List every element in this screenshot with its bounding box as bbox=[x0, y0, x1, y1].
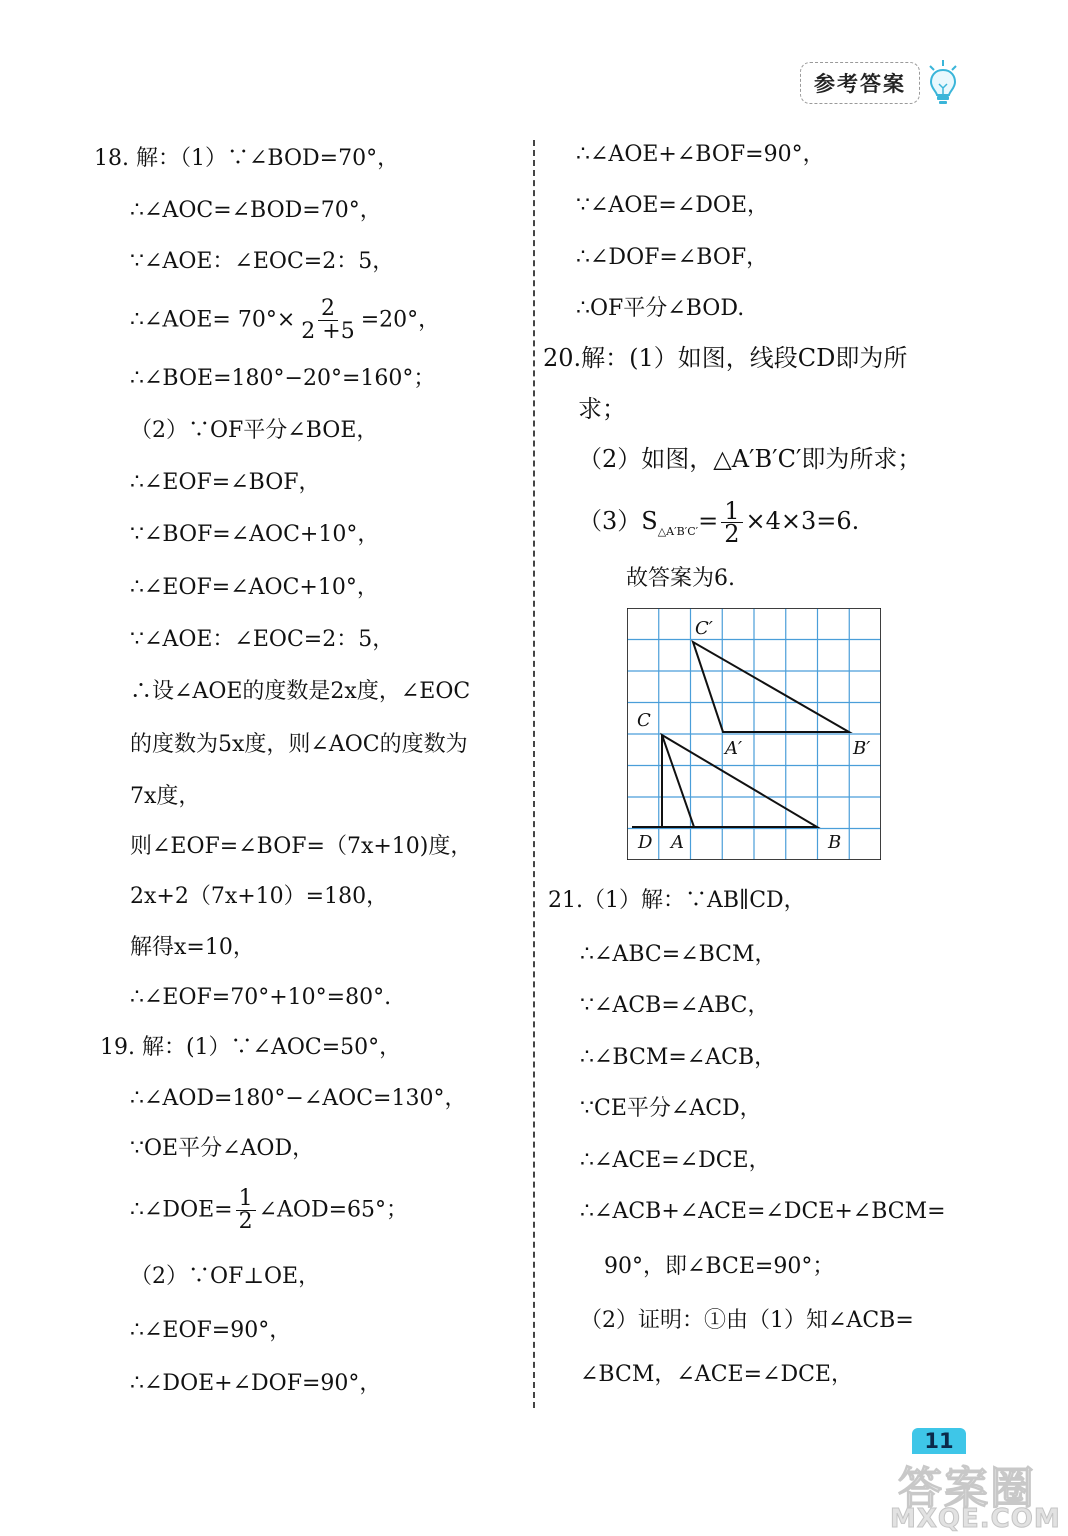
q21-line-5: ∵CE平分∠ACD， bbox=[580, 1096, 762, 1121]
q19-line-7: ∴∠DOE+∠DOF=90°， bbox=[130, 1371, 382, 1396]
fraction-denominator: 2 bbox=[724, 520, 740, 548]
label-c: C bbox=[637, 710, 651, 731]
column-divider bbox=[533, 140, 535, 1408]
label-b: B bbox=[828, 832, 842, 853]
q19-line-4-prefix: ∴∠DOE= bbox=[130, 1197, 233, 1223]
q18-line-2: ∴∠AOC=∠BOD=70°， bbox=[130, 198, 382, 223]
q18-line-5: ∴∠BOE=180°−20°=160°； bbox=[130, 366, 436, 391]
q18-line-12: 的度数为5x度，则∠AOC的度数为 bbox=[130, 732, 468, 757]
q18-line-4-suffix: =20°， bbox=[360, 307, 441, 333]
q20-line-4 bbox=[578, 497, 860, 548]
q20-line-2: 求； bbox=[578, 395, 626, 423]
fraction-denominator: 2 bbox=[238, 1209, 253, 1234]
q19-line-4 bbox=[130, 1188, 408, 1233]
fraction-numerator: 1 bbox=[236, 1188, 256, 1211]
fraction bbox=[298, 298, 357, 343]
q21-line-9: （2）证明：①由（1）知∠ACB= bbox=[580, 1308, 914, 1333]
q21-line-1: 21.（1）解：∵AB∥CD， bbox=[548, 888, 806, 913]
q19-line-2: ∴∠AOD=180°−∠AOC=130°， bbox=[130, 1086, 467, 1111]
watermark-logo bbox=[890, 1452, 1060, 1532]
q18-line-17: ∴∠EOF=70°+10°=80°. bbox=[130, 985, 392, 1010]
q18-line-13: 7x度， bbox=[130, 784, 201, 809]
area-symbol: （3）S bbox=[578, 507, 658, 535]
q18-line-4 bbox=[130, 298, 440, 343]
grid-figure bbox=[627, 608, 881, 860]
q21-line-7: ∴∠ACB+∠ACE=∠DCE+∠BCM= bbox=[580, 1199, 946, 1224]
q18-line-4-prefix: ∴∠AOE= 70°× bbox=[130, 307, 296, 333]
q18-line-11: ∴设∠AOE的度数是2x度，∠EOC bbox=[130, 679, 471, 704]
q19-line-3: ∵OE平分∠AOD， bbox=[130, 1136, 315, 1161]
q21-line-10: ∠BCM，∠ACE=∠DCE， bbox=[580, 1362, 853, 1387]
q18-line-3: ∵∠AOE：∠EOC=2：5， bbox=[130, 249, 395, 274]
fraction-denominator: 2 +5 bbox=[301, 319, 355, 344]
fraction bbox=[721, 497, 742, 548]
label-c-prime: C′ bbox=[695, 618, 713, 639]
q20-line-4-suffix: ×4×3=6. bbox=[745, 507, 860, 535]
q19-line-1: 19. 解：(1）∵∠AOC=50°， bbox=[100, 1035, 402, 1060]
q18-line-7: ∴∠EOF=∠BOF， bbox=[130, 470, 321, 495]
q18-line-16: 解得x=10， bbox=[130, 935, 255, 960]
page-number: 11 bbox=[912, 1428, 966, 1454]
q18-line-1: 18. 解：（1）∵∠BOD=70°， bbox=[94, 146, 400, 171]
lightbulb-icon bbox=[924, 58, 962, 108]
q19-line-5: （2）∵OF⊥OE， bbox=[130, 1264, 321, 1289]
label-d: D bbox=[638, 832, 653, 853]
watermark-domain: MXQE.COM bbox=[890, 1504, 1061, 1534]
q21-line-6: ∴∠ACE=∠DCE， bbox=[580, 1148, 771, 1173]
label-a-prime: A′ bbox=[725, 738, 743, 759]
answer-key-badge: 参考答案 bbox=[800, 62, 920, 104]
q21-line-2: ∴∠ABC=∠BCM， bbox=[580, 942, 777, 967]
q18-line-9: ∴∠EOF=∠AOC+10°， bbox=[130, 575, 379, 600]
label-b-prime: B′ bbox=[853, 738, 871, 759]
label-a: A bbox=[671, 832, 684, 853]
area-subscript: △A′B′C′ bbox=[657, 524, 699, 538]
q20-line-1: 20.解：(1）如图，线段CD即为所 bbox=[543, 344, 908, 372]
equals-sign: = bbox=[698, 507, 719, 535]
fraction-numerator: 1 bbox=[721, 500, 742, 523]
q19-line-4-suffix: ∠AOD=65°； bbox=[258, 1197, 409, 1223]
q19c-line-1: ∴∠AOE+∠BOF=90°， bbox=[576, 142, 825, 167]
q21-line-4: ∴∠BCM=∠ACB， bbox=[580, 1045, 777, 1070]
q18-line-14: 则∠EOF=∠BOF=（7x+10)度， bbox=[130, 834, 473, 859]
q20-line-5: 故答案为6. bbox=[626, 566, 735, 591]
q21-line-8: 90°，即∠BCE=90°； bbox=[604, 1254, 835, 1279]
q19-line-6: ∴∠EOF=90°， bbox=[130, 1318, 292, 1343]
q19c-line-4: ∴OF平分∠BOD. bbox=[576, 296, 745, 321]
q18-line-6: （2）∵OF平分∠BOE， bbox=[130, 418, 379, 443]
q18-line-8: ∵∠BOF=∠AOC+10°， bbox=[130, 522, 380, 547]
watermark-text: 答案圈 bbox=[898, 1463, 1036, 1514]
q19c-line-2: ∵∠AOE=∠DOE， bbox=[576, 193, 770, 218]
q20-line-3: （2）如图，△A′B′C′即为所求； bbox=[578, 445, 922, 473]
q18-line-10: ∵∠AOE：∠EOC=2：5， bbox=[130, 627, 395, 652]
fraction-numerator: 2 bbox=[318, 298, 338, 321]
q21-line-3: ∵∠ACB=∠ABC， bbox=[580, 993, 770, 1018]
fraction bbox=[236, 1188, 256, 1233]
q18-line-15: 2x+2（7x+10）=180， bbox=[130, 884, 389, 909]
q19c-line-3: ∴∠DOF=∠BOF， bbox=[576, 245, 769, 270]
